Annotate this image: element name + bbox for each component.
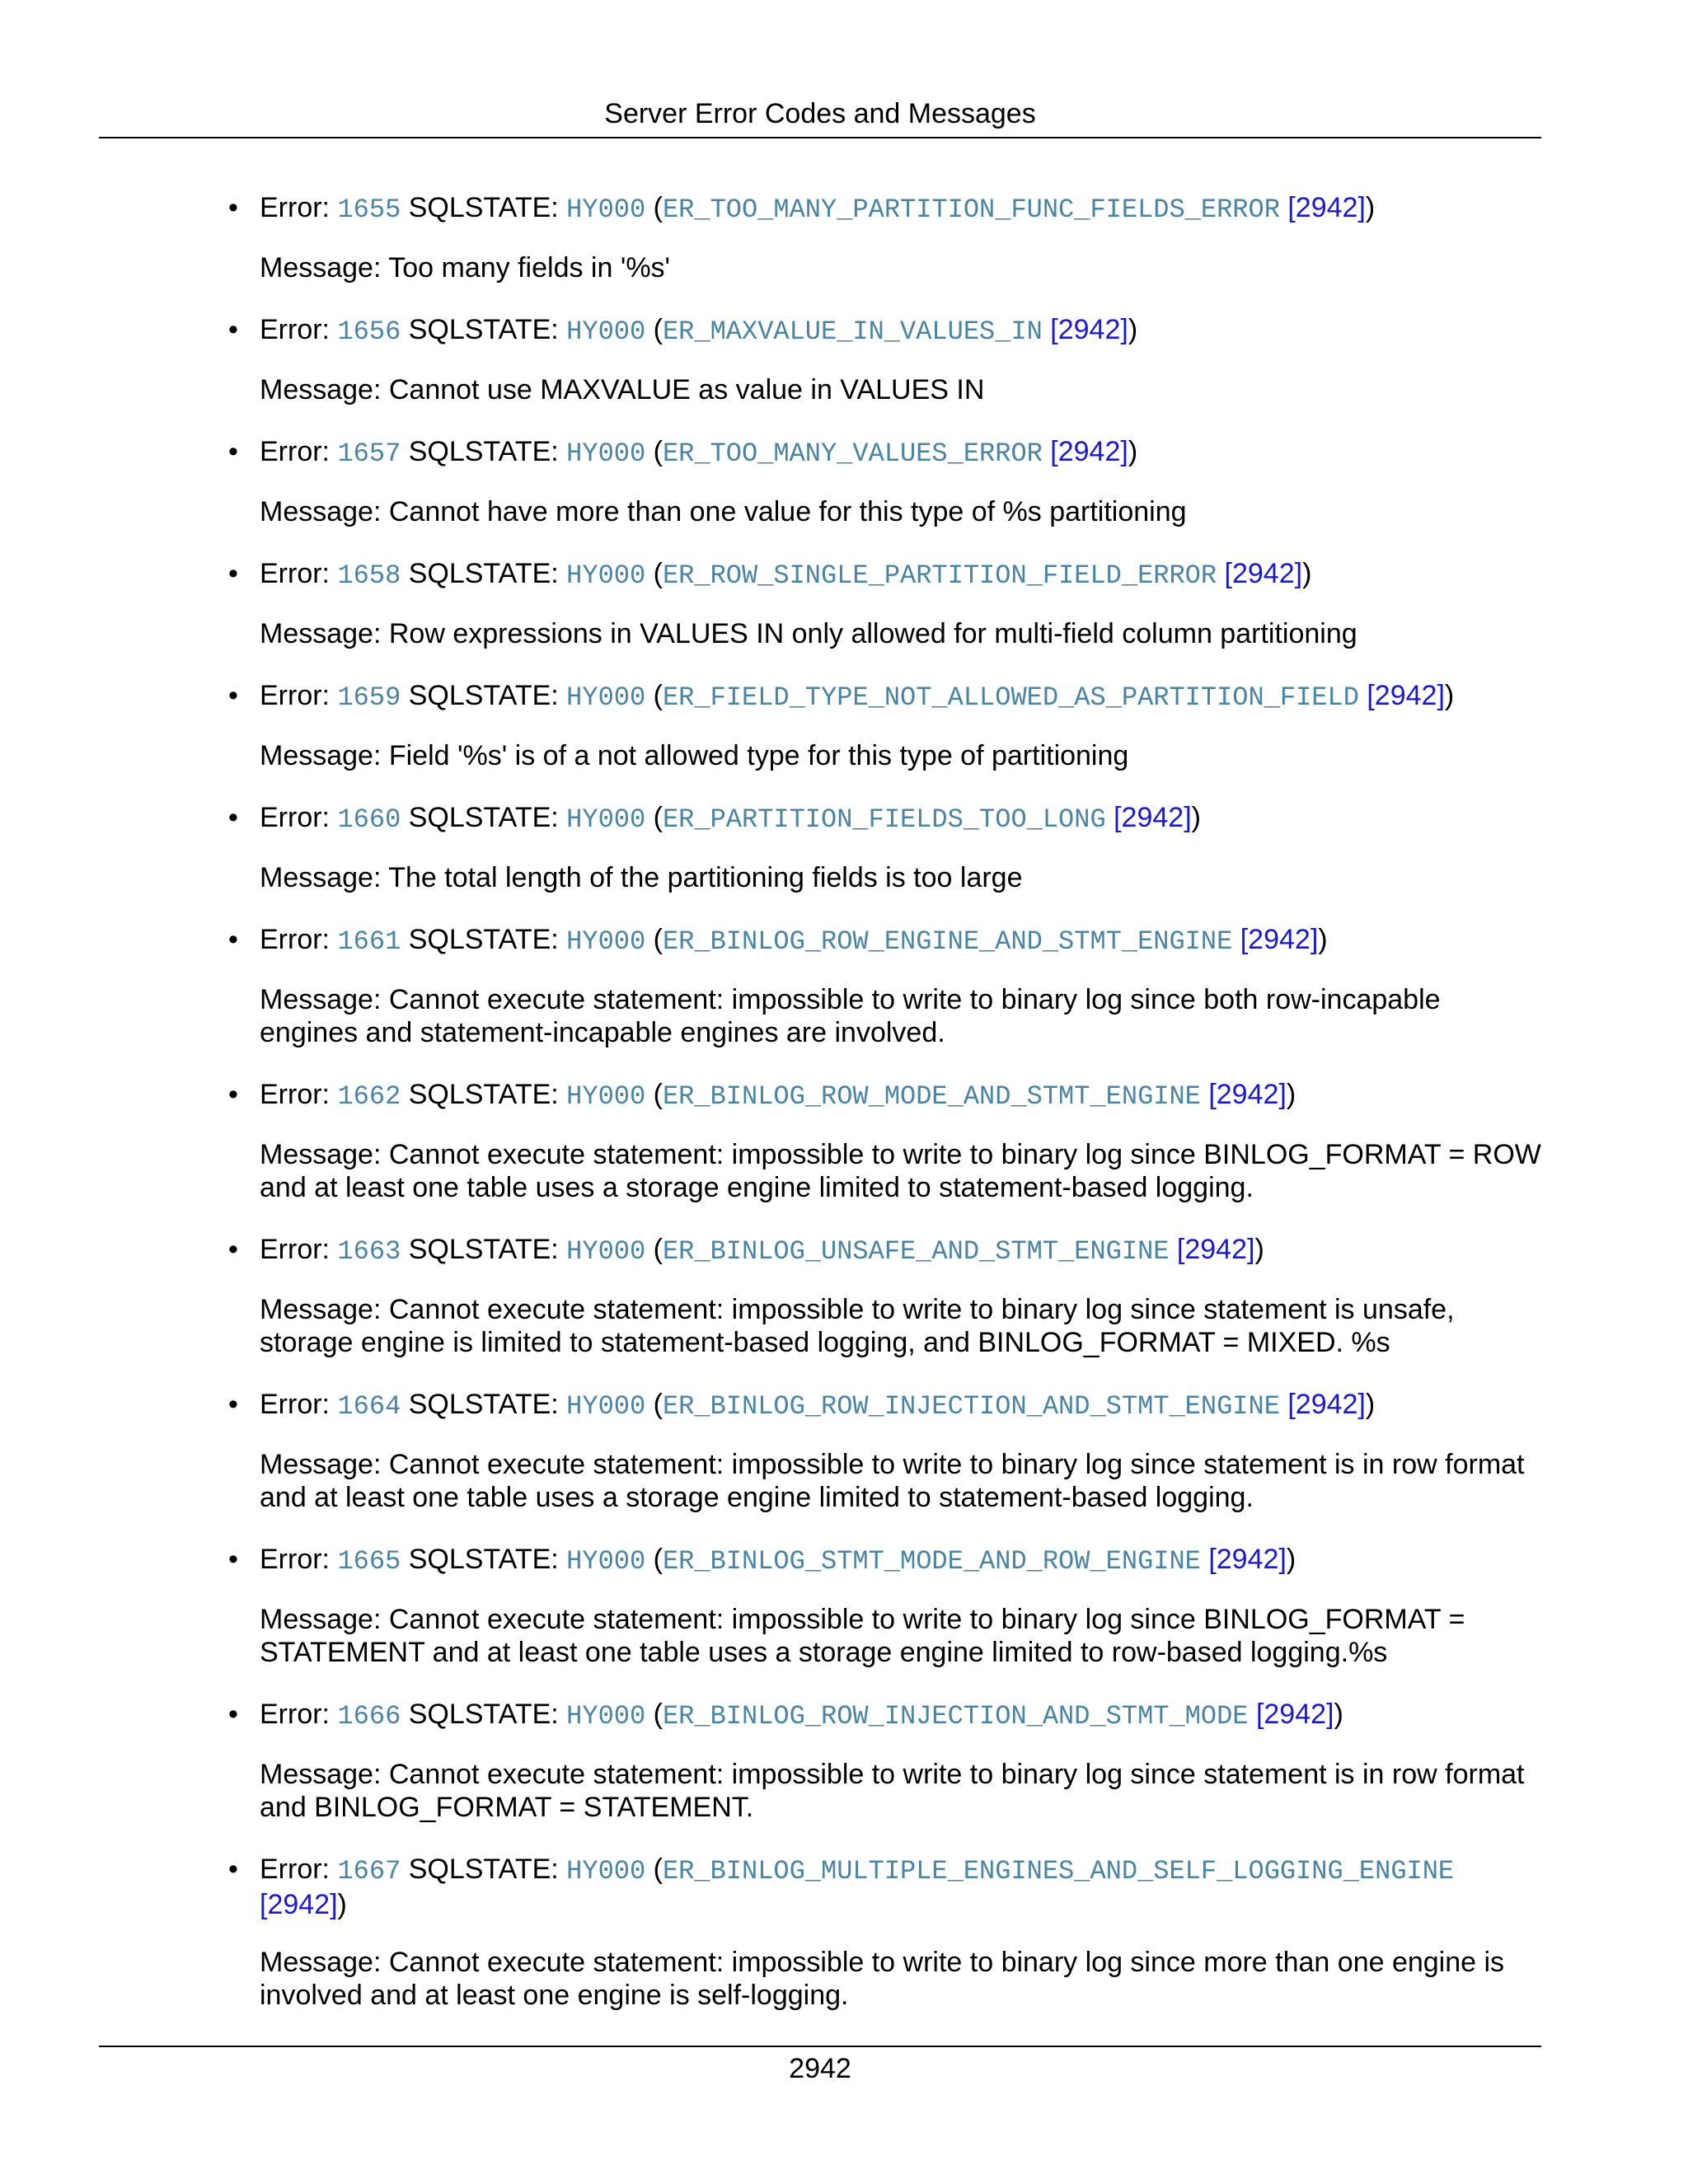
reference-link[interactable]: [2942] [1240, 924, 1319, 955]
message-label: Message: [260, 1759, 389, 1790]
error-symbol: ER_BINLOG_STMT_MODE_AND_ROW_ENGINE [662, 1546, 1201, 1577]
error-symbol: ER_BINLOG_ROW_MODE_AND_STMT_ENGINE [662, 1081, 1201, 1112]
bullet-icon: • [228, 314, 238, 345]
open-paren: ( [645, 802, 663, 833]
sqlstate-code: HY000 [566, 682, 646, 713]
message-text: Cannot execute statement: impossible to write to binary log since both row-incapable engines and statement-incapable engines are involved. [260, 984, 1441, 1048]
error-symbol: ER_BINLOG_UNSAFE_AND_STMT_ENGINE [662, 1236, 1170, 1267]
open-paren: ( [645, 924, 663, 955]
bullet-icon: • [228, 680, 238, 711]
sqlstate-label: SQLSTATE: [401, 314, 567, 345]
error-entry [228, 435, 1545, 528]
error-symbol: ER_BINLOG_ROW_INJECTION_AND_STMT_MODE [662, 1701, 1249, 1732]
close-paren: ) [1286, 1079, 1296, 1110]
message-text: Cannot execute statement: impossible to write to binary log since statement is in row format and at least one table uses a storage engine limited to statement-based logging. [260, 1449, 1525, 1513]
error-code: 1663 [337, 1236, 401, 1267]
message-label: Message: [260, 374, 389, 405]
close-paren: ) [1286, 1544, 1296, 1575]
open-paren: ( [645, 1389, 663, 1420]
error-entry [228, 679, 1545, 772]
error-label: Error: [260, 1854, 338, 1885]
error-message [260, 495, 1545, 528]
error-line [260, 923, 1545, 958]
error-label: Error: [260, 924, 338, 955]
error-label: Error: [260, 1389, 338, 1420]
reference-link[interactable]: [2942] [1287, 192, 1366, 223]
error-entry [228, 1698, 1545, 1824]
message-label: Message: [260, 984, 389, 1015]
message-label: Message: [260, 740, 389, 771]
error-label: Error: [260, 558, 338, 589]
error-message [260, 1138, 1545, 1204]
error-code: 1666 [337, 1701, 401, 1732]
error-code: 1660 [337, 804, 401, 835]
message-text: Cannot execute statement: impossible to write to binary log since BINLOG_FORMAT = STATEMENT and at least one table uses a storage engine limited to row-based logging.%s [260, 1604, 1465, 1668]
error-symbol: ER_TOO_MANY_PARTITION_FUNC_FIELDS_ERROR [662, 194, 1280, 225]
reference-link[interactable]: [2942] [1367, 680, 1445, 711]
message-text: Too many fields in '%s' [388, 252, 671, 284]
error-entry [228, 923, 1545, 1049]
error-label: Error: [260, 436, 338, 467]
reference-link[interactable]: [2942] [1176, 1234, 1255, 1265]
sqlstate-label: SQLSTATE: [401, 436, 567, 467]
close-paren: ) [1191, 802, 1201, 833]
open-paren: ( [645, 558, 663, 589]
bullet-icon: • [228, 192, 238, 223]
error-label: Error: [260, 680, 338, 711]
reference-link[interactable]: [2942] [1255, 1699, 1334, 1730]
footer-divider [99, 2046, 1541, 2047]
error-code: 1657 [337, 438, 401, 469]
message-label: Message: [260, 1604, 389, 1635]
error-line [260, 1388, 1545, 1423]
close-paren: ) [1365, 192, 1376, 223]
error-message [260, 1946, 1545, 2012]
error-symbol: ER_FIELD_TYPE_NOT_ALLOWED_AS_PARTITION_FIELD [662, 682, 1359, 713]
sqlstate-code: HY000 [566, 1856, 646, 1886]
error-entry [228, 1233, 1545, 1359]
bullet-icon: • [228, 802, 238, 833]
error-line [260, 1078, 1545, 1113]
error-code: 1662 [337, 1081, 401, 1112]
sqlstate-label: SQLSTATE: [401, 680, 567, 711]
bullet-icon: • [228, 1389, 238, 1420]
message-text: Cannot execute statement: impossible to write to binary log since more than one engine is involved and at least one engine is self-logging. [260, 1947, 1505, 2011]
error-symbol: ER_TOO_MANY_VALUES_ERROR [662, 438, 1043, 469]
error-line [260, 557, 1545, 593]
error-entry [228, 1388, 1545, 1514]
error-label: Error: [260, 1079, 338, 1110]
open-paren: ( [645, 314, 663, 345]
reference-link[interactable]: [2942] [1050, 436, 1128, 467]
reference-link[interactable]: [2942] [1208, 1079, 1287, 1110]
error-code: 1664 [337, 1391, 401, 1422]
bullet-icon: • [228, 1234, 238, 1265]
error-code: 1661 [337, 926, 401, 957]
close-paren: ) [1128, 436, 1138, 467]
error-label: Error: [260, 1699, 338, 1730]
error-message [260, 739, 1545, 772]
error-line [260, 1233, 1545, 1268]
error-label: Error: [260, 1544, 338, 1575]
reference-link[interactable]: [2942] [1114, 802, 1192, 833]
sqlstate-label: SQLSTATE: [401, 802, 567, 833]
error-message [260, 1448, 1545, 1514]
error-line [260, 679, 1545, 715]
message-text: Cannot execute statement: impossible to write to binary log since statement is in row format and BINLOG_FORMAT = STATEMENT. [260, 1759, 1525, 1823]
error-label: Error: [260, 1234, 338, 1265]
message-text: Cannot execute statement: impossible to write to binary log since statement is unsafe, storage engine is limited to statement-based logging, and BINLOG_FORMAT = MIXED. %s [260, 1294, 1455, 1358]
open-paren: ( [645, 1854, 663, 1885]
error-code: 1665 [337, 1546, 401, 1577]
message-text: Cannot use MAXVALUE as value in VALUES IN [388, 374, 985, 405]
open-paren: ( [645, 1544, 663, 1575]
open-paren: ( [645, 436, 663, 467]
sqlstate-code: HY000 [566, 1546, 646, 1577]
bullet-icon: • [228, 436, 238, 467]
bullet-icon: • [228, 924, 238, 955]
bullet-icon: • [228, 558, 238, 589]
bullet-icon: • [228, 1854, 238, 1885]
error-message [260, 251, 1545, 284]
error-entry [228, 557, 1545, 650]
close-paren: ) [1128, 314, 1138, 345]
error-line [260, 801, 1545, 837]
error-symbol: ER_BINLOG_ROW_INJECTION_AND_STMT_ENGINE [662, 1391, 1280, 1422]
sqlstate-label: SQLSTATE: [401, 1234, 567, 1265]
error-line [260, 1853, 1545, 1921]
close-paren: ) [1302, 558, 1312, 589]
error-entry [228, 191, 1545, 284]
bullet-icon: • [228, 1544, 238, 1575]
error-line [260, 191, 1545, 227]
message-label: Message: [260, 862, 389, 893]
error-message [260, 617, 1545, 650]
error-entry [228, 1853, 1545, 2012]
message-text: Field '%s' is of a not allowed type for this type of partitioning [388, 740, 1129, 771]
error-message [260, 983, 1545, 1049]
sqlstate-label: SQLSTATE: [401, 192, 567, 223]
error-symbol: ER_BINLOG_ROW_ENGINE_AND_STMT_ENGINE [662, 926, 1233, 957]
error-symbol: ER_ROW_SINGLE_PARTITION_FIELD_ERROR [662, 560, 1217, 591]
reference-link[interactable]: [2942] [260, 1889, 338, 1920]
reference-link[interactable]: [2942] [1224, 558, 1303, 589]
error-symbol: ER_PARTITION_FIELDS_TOO_LONG [662, 804, 1106, 835]
open-paren: ( [645, 680, 663, 711]
bullet-icon: • [228, 1699, 238, 1730]
sqlstate-code: HY000 [566, 926, 646, 957]
sqlstate-code: HY000 [566, 438, 646, 469]
message-text: Cannot have more than one value for this type of %s partitioning [388, 496, 1187, 527]
error-message [260, 1293, 1545, 1359]
message-label: Message: [260, 252, 389, 284]
page-number: 2942 [789, 2053, 851, 2084]
open-paren: ( [645, 1079, 663, 1110]
message-label: Message: [260, 1449, 389, 1480]
error-entry [228, 313, 1545, 406]
sqlstate-code: HY000 [566, 560, 646, 591]
error-line [260, 435, 1545, 471]
reference-link[interactable]: [2942] [1287, 1389, 1366, 1420]
bullet-icon: • [228, 1079, 238, 1110]
open-paren: ( [645, 1699, 663, 1730]
error-list [228, 191, 1545, 2041]
error-label: Error: [260, 192, 338, 223]
error-line [260, 313, 1545, 349]
error-line [260, 1543, 1545, 1578]
message-label: Message: [260, 496, 389, 527]
close-paren: ) [337, 1889, 347, 1920]
sqlstate-label: SQLSTATE: [401, 1389, 567, 1420]
header-divider [99, 137, 1541, 138]
sqlstate-code: HY000 [566, 804, 646, 835]
message-text: The total length of the partitioning fields is too large [388, 862, 1023, 893]
sqlstate-label: SQLSTATE: [401, 1079, 567, 1110]
error-symbol: ER_BINLOG_MULTIPLE_ENGINES_AND_SELF_LOGGING_ENGINE [662, 1856, 1455, 1886]
error-symbol: ER_MAXVALUE_IN_VALUES_IN [662, 316, 1043, 347]
close-paren: ) [1444, 680, 1455, 711]
reference-link[interactable]: [2942] [1208, 1544, 1287, 1575]
error-code: 1655 [337, 194, 401, 225]
page-header-title: Server Error Codes and Messages [604, 98, 1036, 129]
error-message [260, 1603, 1545, 1669]
sqlstate-code: HY000 [566, 1081, 646, 1112]
error-code: 1667 [337, 1856, 401, 1886]
error-entry [228, 801, 1545, 894]
sqlstate-code: HY000 [566, 316, 646, 347]
message-text: Cannot execute statement: impossible to write to binary log since BINLOG_FORMAT = ROW and at least one table uses a storage engine limited to statement-based logging. [260, 1139, 1541, 1203]
open-paren: ( [645, 192, 663, 223]
sqlstate-label: SQLSTATE: [401, 1544, 567, 1575]
close-paren: ) [1318, 924, 1328, 955]
error-message [260, 1758, 1545, 1824]
message-label: Message: [260, 1139, 389, 1170]
error-message [260, 373, 1545, 406]
close-paren: ) [1254, 1234, 1264, 1265]
sqlstate-label: SQLSTATE: [401, 924, 567, 955]
error-label: Error: [260, 802, 338, 833]
sqlstate-code: HY000 [566, 1391, 646, 1422]
error-code: 1656 [337, 316, 401, 347]
error-message [260, 861, 1545, 894]
error-line [260, 1698, 1545, 1733]
error-entry [228, 1078, 1545, 1204]
sqlstate-code: HY000 [566, 1236, 646, 1267]
error-label: Error: [260, 314, 338, 345]
error-code: 1659 [337, 682, 401, 713]
close-paren: ) [1365, 1389, 1376, 1420]
close-paren: ) [1334, 1699, 1343, 1730]
message-label: Message: [260, 1947, 389, 1978]
message-text: Row expressions in VALUES IN only allowed for multi-field column partitioning [388, 618, 1357, 649]
error-code: 1658 [337, 560, 401, 591]
sqlstate-code: HY000 [566, 1701, 646, 1732]
sqlstate-code: HY000 [566, 194, 646, 225]
open-paren: ( [645, 1234, 663, 1265]
error-entry [228, 1543, 1545, 1669]
sqlstate-label: SQLSTATE: [401, 1699, 567, 1730]
sqlstate-label: SQLSTATE: [401, 558, 567, 589]
message-label: Message: [260, 618, 389, 649]
message-label: Message: [260, 1294, 389, 1325]
reference-link[interactable]: [2942] [1050, 314, 1128, 345]
sqlstate-label: SQLSTATE: [401, 1854, 567, 1885]
